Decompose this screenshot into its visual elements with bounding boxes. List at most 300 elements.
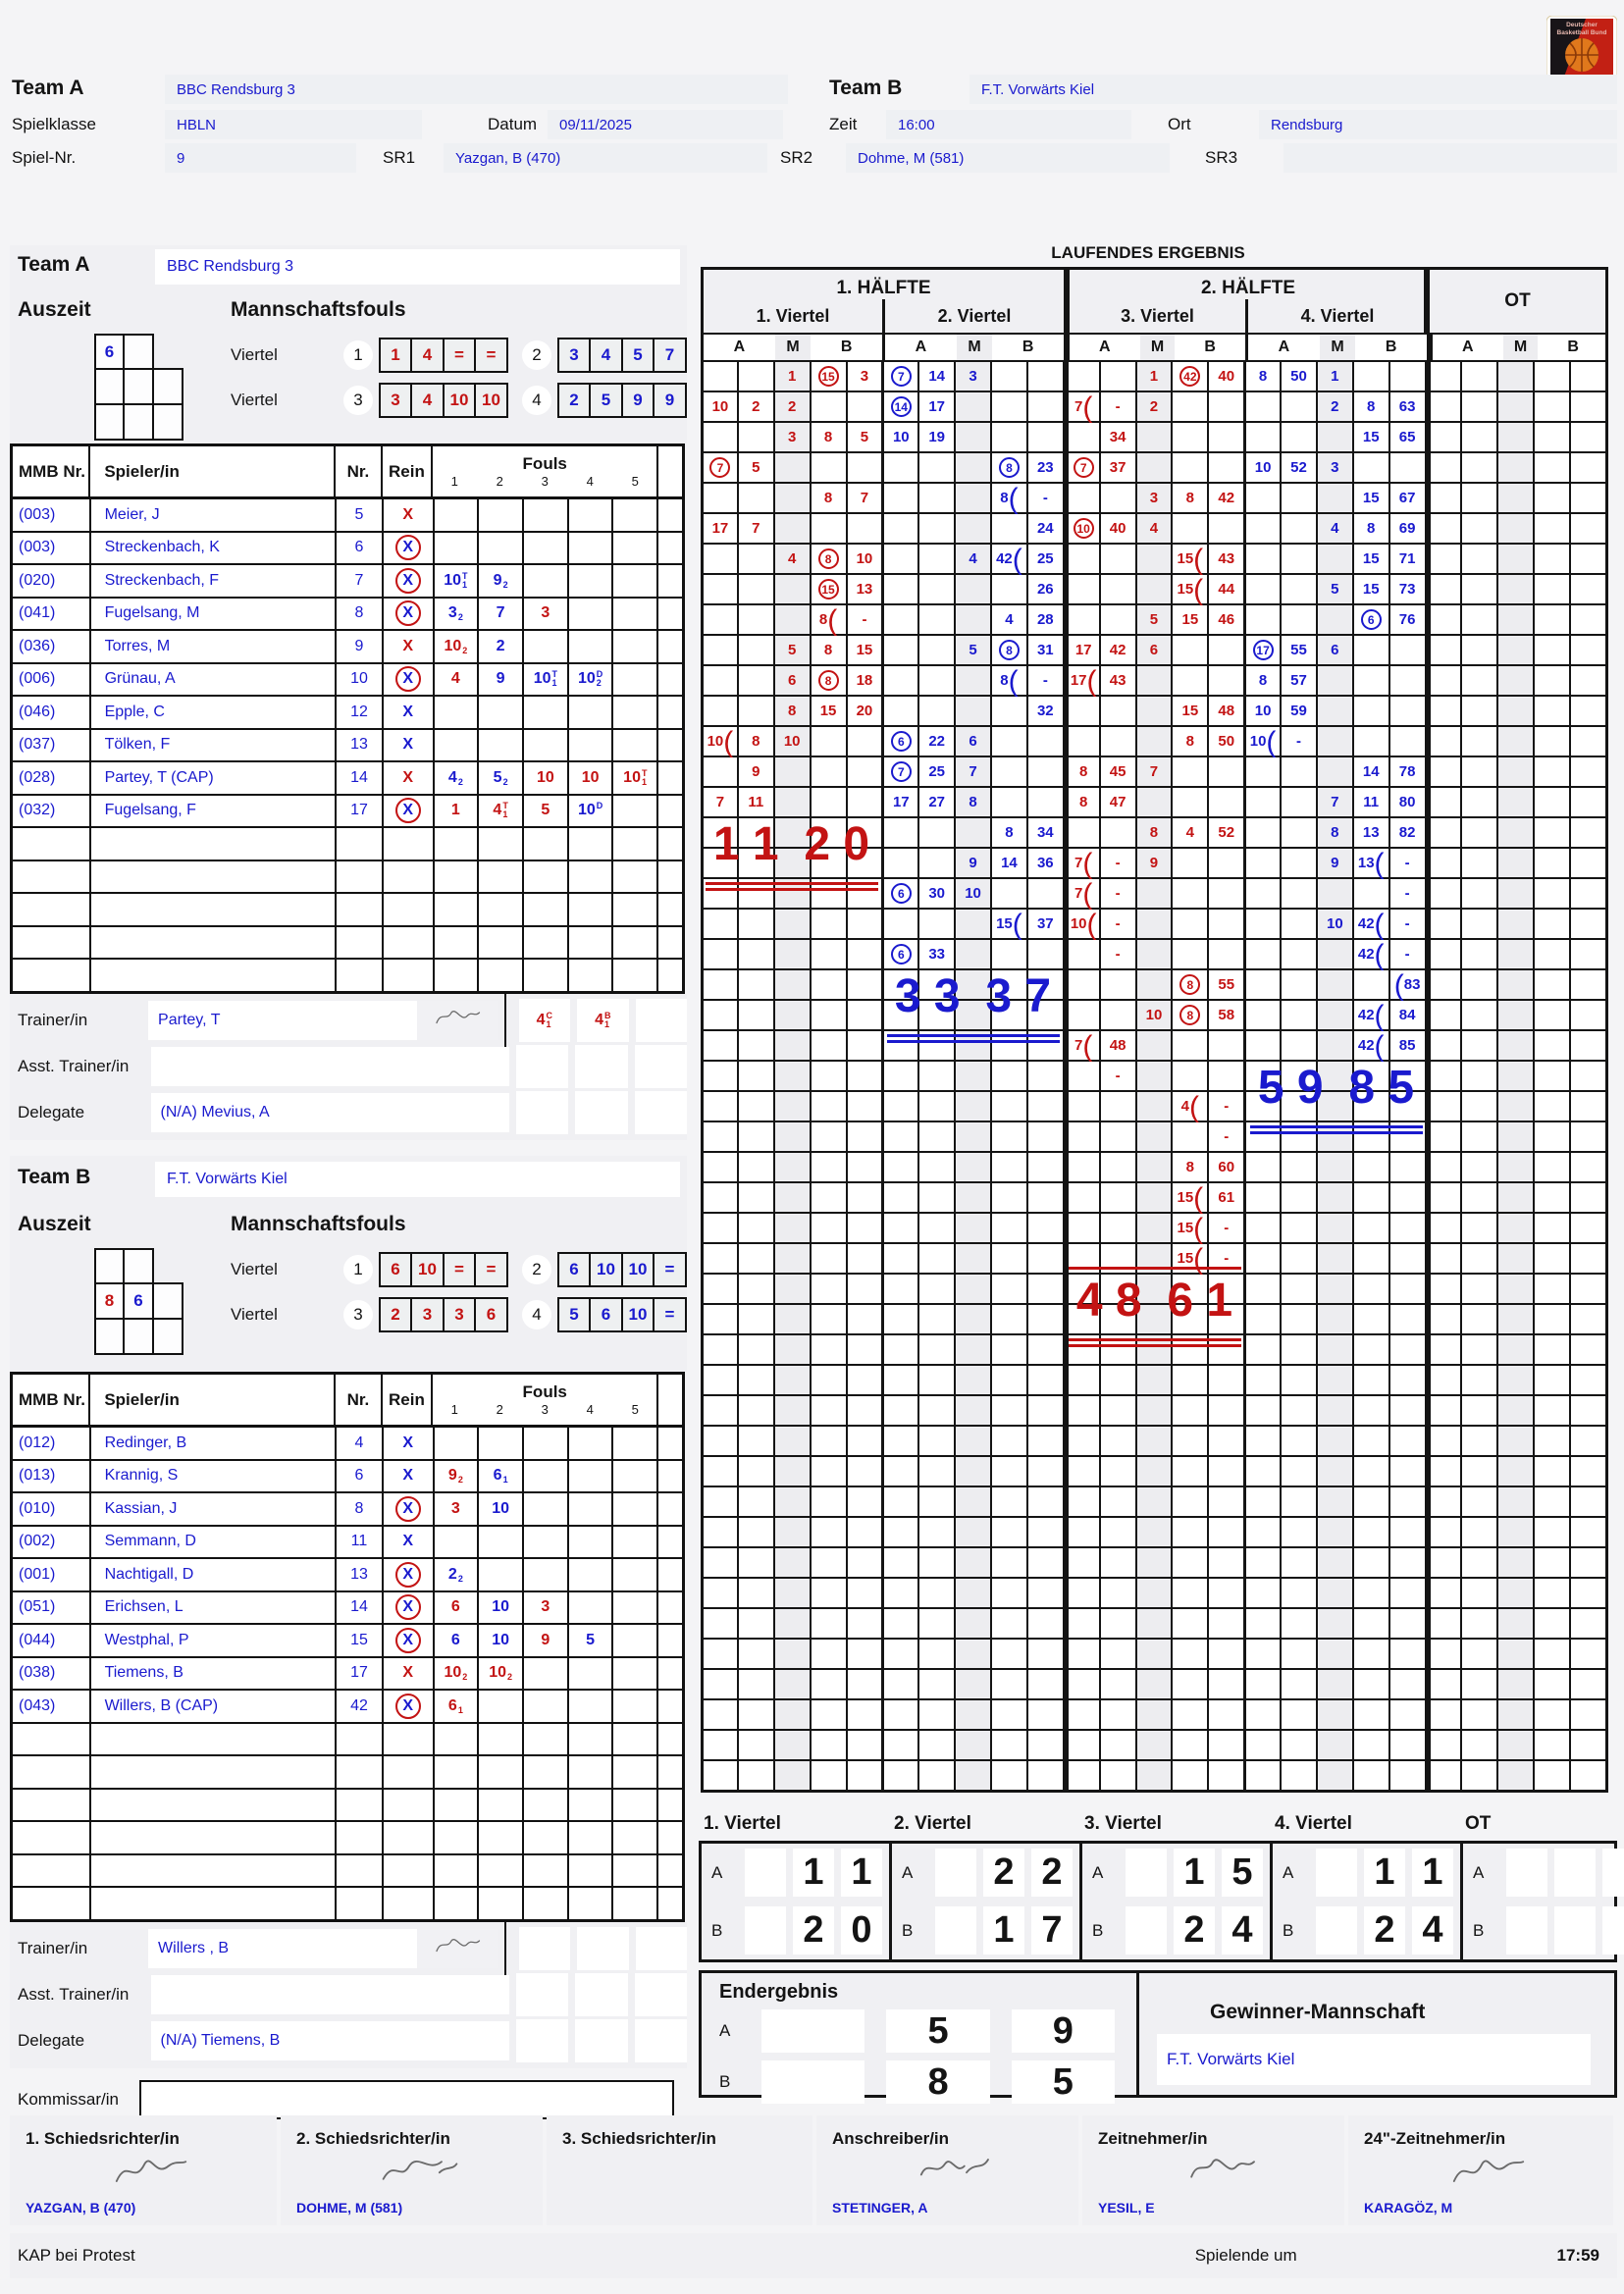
score-cell[interactable] xyxy=(810,1700,846,1729)
score-cell[interactable] xyxy=(1352,1244,1388,1273)
player-mmb[interactable] xyxy=(13,861,91,893)
score-cell[interactable] xyxy=(1533,940,1569,968)
score-cell[interactable] xyxy=(1425,484,1461,512)
score-cell[interactable] xyxy=(954,1457,990,1486)
score-cell[interactable] xyxy=(1280,757,1316,786)
player-foul-cell[interactable] xyxy=(569,1493,614,1525)
score-cell[interactable] xyxy=(1388,636,1425,664)
score-cell[interactable] xyxy=(1243,1579,1280,1607)
score-cell[interactable] xyxy=(1207,666,1243,695)
player-rein-cell[interactable] xyxy=(384,1592,435,1624)
score-cell[interactable] xyxy=(1569,1518,1605,1546)
score-cell[interactable] xyxy=(1569,1244,1605,1273)
score-cell[interactable] xyxy=(1316,514,1352,543)
score-digit-box[interactable]: 0 xyxy=(841,1906,882,1955)
score-cell[interactable] xyxy=(954,666,990,695)
score-cell[interactable] xyxy=(1099,1153,1135,1181)
field-input-ort[interactable]: Rendsburg xyxy=(1259,110,1617,139)
score-cell[interactable] xyxy=(1135,1062,1172,1090)
score-digit-box[interactable]: 2 xyxy=(793,1906,834,1955)
score-cell[interactable] xyxy=(1243,788,1280,816)
player-rein-cell[interactable] xyxy=(384,664,435,696)
score-cell[interactable] xyxy=(1026,1122,1063,1151)
score-cell[interactable] xyxy=(917,636,954,664)
score-cell[interactable] xyxy=(701,940,737,968)
score-cell[interactable] xyxy=(954,818,990,847)
score-cell[interactable] xyxy=(1496,392,1533,421)
official-name[interactable]: YAZGAN, B (470) xyxy=(26,2200,136,2216)
score-cell[interactable] xyxy=(954,849,990,877)
score-cell[interactable] xyxy=(1496,1487,1533,1516)
score-cell[interactable] xyxy=(1533,697,1569,725)
score-cell[interactable] xyxy=(954,1122,990,1151)
score-cell[interactable] xyxy=(1280,1609,1316,1638)
score-cell[interactable] xyxy=(846,1244,882,1273)
score-cell[interactable] xyxy=(917,545,954,573)
player-foul-cell[interactable] xyxy=(569,1691,614,1722)
score-cell[interactable] xyxy=(881,849,917,877)
score-cell[interactable] xyxy=(954,1579,990,1607)
score-cell[interactable] xyxy=(737,1031,773,1060)
score-cell[interactable] xyxy=(1425,1670,1461,1698)
score-cell[interactable] xyxy=(846,1700,882,1729)
score-digit-box[interactable] xyxy=(1506,1906,1547,1955)
score-cell[interactable] xyxy=(1026,575,1063,603)
team-a-asst-trainer-foul-box[interactable] xyxy=(635,1045,687,1088)
score-cell[interactable] xyxy=(1243,1670,1280,1698)
score-cell[interactable] xyxy=(1135,605,1172,634)
score-cell[interactable] xyxy=(737,849,773,877)
player-name[interactable] xyxy=(91,1790,338,1821)
score-cell[interactable] xyxy=(1135,514,1172,543)
player-foul-cell[interactable] xyxy=(435,599,480,630)
score-cell[interactable] xyxy=(1063,362,1099,391)
score-cell[interactable] xyxy=(954,1335,990,1364)
score-cell[interactable] xyxy=(990,1153,1026,1181)
score-cell[interactable] xyxy=(1533,1122,1569,1151)
score-cell[interactable] xyxy=(846,605,882,634)
score-cell[interactable] xyxy=(1460,575,1496,603)
score-cell[interactable] xyxy=(1280,940,1316,968)
score-cell[interactable] xyxy=(917,1640,954,1668)
score-cell[interactable] xyxy=(1280,575,1316,603)
score-cell[interactable] xyxy=(917,1335,954,1364)
score-cell[interactable] xyxy=(1026,1518,1063,1546)
score-cell[interactable] xyxy=(1533,1609,1569,1638)
score-cell[interactable] xyxy=(1316,1153,1352,1181)
score-cell[interactable] xyxy=(1425,1457,1461,1486)
score-cell[interactable] xyxy=(1316,1001,1352,1029)
score-cell[interactable] xyxy=(917,727,954,756)
score-cell[interactable] xyxy=(1171,1181,1207,1215)
score-cell[interactable] xyxy=(1099,727,1135,756)
player-foul-cell[interactable] xyxy=(569,1559,614,1590)
timeout-cell[interactable] xyxy=(152,403,183,441)
player-foul-cell[interactable] xyxy=(524,1658,569,1690)
score-cell[interactable] xyxy=(881,757,917,786)
score-cell[interactable] xyxy=(1243,1518,1280,1546)
score-cell[interactable] xyxy=(1243,423,1280,451)
score-cell[interactable] xyxy=(846,1579,882,1607)
score-cell[interactable] xyxy=(1135,1548,1172,1577)
score-cell[interactable] xyxy=(954,1244,990,1273)
score-cell[interactable] xyxy=(990,1366,1026,1394)
score-cell[interactable] xyxy=(846,818,882,847)
score-cell[interactable] xyxy=(701,362,737,391)
score-cell[interactable] xyxy=(1280,1548,1316,1577)
score-cell[interactable] xyxy=(990,1305,1026,1333)
score-cell[interactable] xyxy=(917,1609,954,1638)
score-cell[interactable] xyxy=(1569,940,1605,968)
player-foul-cell[interactable] xyxy=(435,1493,480,1525)
score-cell[interactable] xyxy=(773,1731,810,1759)
score-cell[interactable] xyxy=(1026,1062,1063,1090)
team-foul-cell[interactable]: = xyxy=(653,1252,687,1287)
score-cell[interactable] xyxy=(1026,1731,1063,1759)
player-name[interactable]: Tiemens, B xyxy=(91,1658,338,1690)
score-cell[interactable] xyxy=(917,1457,954,1486)
score-cell[interactable] xyxy=(1352,484,1388,512)
score-digit-box[interactable] xyxy=(745,1906,786,1955)
score-cell[interactable] xyxy=(1135,666,1172,695)
score-cell[interactable] xyxy=(1388,1548,1425,1577)
score-cell[interactable] xyxy=(1280,666,1316,695)
score-digit-box[interactable] xyxy=(1316,1849,1357,1897)
score-cell[interactable] xyxy=(737,970,773,999)
score-cell[interactable] xyxy=(1280,636,1316,664)
player-foul-cell[interactable] xyxy=(613,1559,658,1590)
score-digit-box[interactable]: 4 xyxy=(1222,1906,1263,1955)
team-foul-cell[interactable]: 2 xyxy=(557,383,592,418)
team-a-asst-trainer-foul-box[interactable] xyxy=(575,1045,627,1088)
team-foul-cell[interactable]: 10 xyxy=(474,383,508,418)
player-foul-cell[interactable] xyxy=(613,631,658,662)
player-foul-cell[interactable] xyxy=(479,1493,524,1525)
score-cell[interactable] xyxy=(1135,1761,1172,1790)
team-foul-cell[interactable]: = xyxy=(443,338,477,373)
team-a-name-input[interactable]: BBC Rendsburg 3 xyxy=(165,75,788,104)
score-cell[interactable] xyxy=(1243,666,1280,695)
score-cell[interactable] xyxy=(1243,1548,1280,1577)
score-cell[interactable] xyxy=(1207,1396,1243,1425)
score-cell[interactable] xyxy=(917,1731,954,1759)
score-cell[interactable] xyxy=(1388,1275,1425,1303)
score-cell[interactable] xyxy=(1243,1457,1280,1486)
score-cell[interactable] xyxy=(990,392,1026,421)
score-cell[interactable] xyxy=(1533,818,1569,847)
score-cell[interactable] xyxy=(701,757,737,786)
score-cell[interactable] xyxy=(1207,1001,1243,1029)
player-number[interactable]: 15 xyxy=(337,1625,384,1656)
team-foul-cell[interactable]: 3 xyxy=(443,1297,477,1332)
score-cell[interactable] xyxy=(1425,757,1461,786)
player-foul-cell[interactable] xyxy=(435,1527,480,1558)
player-mmb[interactable]: (003) xyxy=(13,499,91,531)
final-digit-box[interactable]: 5 xyxy=(1012,2060,1115,2104)
score-cell[interactable] xyxy=(1388,423,1425,451)
score-cell[interactable] xyxy=(701,1640,737,1668)
score-cell[interactable] xyxy=(1099,1700,1135,1729)
score-cell[interactable] xyxy=(1280,849,1316,877)
score-cell[interactable] xyxy=(1496,727,1533,756)
score-cell[interactable] xyxy=(1352,575,1388,603)
score-cell[interactable] xyxy=(1316,1761,1352,1790)
player-foul-cell[interactable] xyxy=(479,730,524,761)
score-cell[interactable] xyxy=(917,849,954,877)
score-cell[interactable] xyxy=(1569,788,1605,816)
player-foul-cell[interactable] xyxy=(613,762,658,794)
player-foul-cell[interactable] xyxy=(569,599,614,630)
score-cell[interactable] xyxy=(1388,1640,1425,1668)
score-cell[interactable] xyxy=(773,1487,810,1516)
score-cell[interactable] xyxy=(846,1761,882,1790)
score-cell[interactable] xyxy=(1063,484,1099,512)
score-cell[interactable] xyxy=(1280,484,1316,512)
score-cell[interactable] xyxy=(1135,1518,1172,1546)
score-cell[interactable] xyxy=(1280,1001,1316,1029)
score-cell[interactable] xyxy=(701,1487,737,1516)
score-cell[interactable] xyxy=(701,910,737,938)
score-cell[interactable] xyxy=(1026,910,1063,938)
score-cell[interactable] xyxy=(1099,1579,1135,1607)
player-foul-cell[interactable] xyxy=(435,499,480,531)
score-cell[interactable] xyxy=(881,1092,917,1121)
timeout-cell[interactable] xyxy=(152,1282,183,1320)
score-cell[interactable] xyxy=(1135,849,1172,877)
score-cell[interactable] xyxy=(1207,697,1243,725)
score-cell[interactable] xyxy=(810,1427,846,1455)
score-cell[interactable] xyxy=(810,666,846,695)
player-foul-cell[interactable] xyxy=(524,1559,569,1590)
score-cell[interactable] xyxy=(990,1275,1026,1303)
player-foul-cell[interactable] xyxy=(479,894,524,925)
score-cell[interactable] xyxy=(1063,788,1099,816)
score-cell[interactable] xyxy=(1533,1700,1569,1729)
score-cell[interactable] xyxy=(1280,392,1316,421)
team-b-delegate-foul-box[interactable] xyxy=(516,2019,568,2062)
player-name[interactable]: Semmann, D xyxy=(91,1527,338,1558)
score-cell[interactable] xyxy=(846,697,882,725)
player-foul-cell[interactable] xyxy=(613,1527,658,1558)
player-foul-cell[interactable] xyxy=(435,796,480,827)
score-cell[interactable] xyxy=(1099,1609,1135,1638)
player-mmb[interactable] xyxy=(13,1855,91,1887)
score-cell[interactable] xyxy=(1063,1062,1099,1090)
score-cell[interactable] xyxy=(810,910,846,938)
score-cell[interactable] xyxy=(1207,453,1243,482)
score-cell[interactable] xyxy=(846,1031,882,1060)
score-cell[interactable] xyxy=(1026,1366,1063,1394)
score-cell[interactable] xyxy=(810,1396,846,1425)
score-cell[interactable] xyxy=(737,1244,773,1273)
score-cell[interactable] xyxy=(917,1153,954,1181)
player-foul-cell[interactable] xyxy=(569,1461,614,1492)
player-foul-cell[interactable] xyxy=(524,1756,569,1788)
score-cell[interactable] xyxy=(1460,1031,1496,1060)
score-cell[interactable] xyxy=(701,453,737,482)
score-cell[interactable] xyxy=(1099,1092,1135,1121)
player-number[interactable]: 10 xyxy=(337,664,384,696)
score-cell[interactable] xyxy=(1460,1487,1496,1516)
player-number[interactable]: 17 xyxy=(337,796,384,827)
score-cell[interactable] xyxy=(1460,788,1496,816)
score-cell[interactable] xyxy=(1063,1153,1099,1181)
score-cell[interactable] xyxy=(737,1396,773,1425)
player-number[interactable]: 5 xyxy=(337,499,384,531)
score-cell[interactable] xyxy=(1243,1244,1280,1273)
score-cell[interactable] xyxy=(737,1183,773,1212)
score-cell[interactable] xyxy=(1460,757,1496,786)
score-cell[interactable] xyxy=(1280,697,1316,725)
score-cell[interactable] xyxy=(1135,727,1172,756)
player-foul-cell[interactable] xyxy=(435,1756,480,1788)
score-cell[interactable] xyxy=(917,757,954,786)
score-cell[interactable] xyxy=(954,1214,990,1242)
player-foul-cell[interactable] xyxy=(479,499,524,531)
player-name[interactable]: Streckenbach, F xyxy=(91,565,338,597)
score-cell[interactable] xyxy=(701,849,737,877)
score-cell[interactable] xyxy=(1280,1427,1316,1455)
player-number[interactable]: 14 xyxy=(337,1592,384,1624)
score-cell[interactable] xyxy=(1352,453,1388,482)
score-cell[interactable] xyxy=(1207,605,1243,634)
player-foul-cell[interactable] xyxy=(435,1428,480,1459)
score-cell[interactable] xyxy=(1533,788,1569,816)
score-cell[interactable] xyxy=(1135,575,1172,603)
score-cell[interactable] xyxy=(1280,879,1316,908)
player-foul-cell[interactable] xyxy=(435,1790,480,1821)
player-mmb[interactable]: (001) xyxy=(13,1559,91,1590)
score-cell[interactable] xyxy=(1388,727,1425,756)
score-cell[interactable] xyxy=(1280,1731,1316,1759)
team-foul-cell[interactable]: 3 xyxy=(557,338,592,373)
score-cell[interactable] xyxy=(1280,910,1316,938)
score-cell[interactable] xyxy=(701,1305,737,1333)
score-cell[interactable] xyxy=(773,1366,810,1394)
score-cell[interactable] xyxy=(1352,1579,1388,1607)
score-cell[interactable] xyxy=(773,1092,810,1121)
score-cell[interactable] xyxy=(846,1183,882,1212)
score-cell[interactable] xyxy=(1496,1305,1533,1333)
score-cell[interactable] xyxy=(1388,1092,1425,1121)
score-cell[interactable] xyxy=(737,1001,773,1029)
score-cell[interactable] xyxy=(1569,1275,1605,1303)
score-cell[interactable] xyxy=(1388,910,1425,938)
player-foul-cell[interactable] xyxy=(435,1822,480,1853)
score-cell[interactable] xyxy=(773,1700,810,1729)
score-cell[interactable] xyxy=(1496,453,1533,482)
score-cell[interactable] xyxy=(1425,1609,1461,1638)
score-cell[interactable] xyxy=(1099,879,1135,908)
score-cell[interactable] xyxy=(701,1183,737,1212)
player-foul-cell[interactable] xyxy=(569,1822,614,1853)
score-cell[interactable] xyxy=(1063,1214,1099,1242)
official-name[interactable]: KARAGÖZ, M xyxy=(1364,2200,1453,2216)
score-cell[interactable] xyxy=(1496,757,1533,786)
score-cell[interactable] xyxy=(1496,1700,1533,1729)
score-cell[interactable] xyxy=(881,1366,917,1394)
score-cell[interactable] xyxy=(1460,1640,1496,1668)
score-cell[interactable] xyxy=(1026,1335,1063,1364)
score-cell[interactable] xyxy=(773,1335,810,1364)
score-cell[interactable] xyxy=(1099,392,1135,421)
score-cell[interactable] xyxy=(1569,1487,1605,1516)
score-cell[interactable] xyxy=(701,1031,737,1060)
score-cell[interactable] xyxy=(1352,392,1388,421)
score-cell[interactable] xyxy=(881,1244,917,1273)
score-cell[interactable] xyxy=(1569,1396,1605,1425)
final-digit-box[interactable]: 8 xyxy=(886,2060,989,2104)
score-cell[interactable] xyxy=(1063,1670,1099,1698)
player-name[interactable] xyxy=(91,927,338,959)
score-cell[interactable] xyxy=(1569,1062,1605,1090)
team-a-delegate-foul-box[interactable] xyxy=(516,1091,568,1134)
player-foul-cell[interactable] xyxy=(569,828,614,860)
score-cell[interactable] xyxy=(1569,453,1605,482)
score-cell[interactable] xyxy=(1135,757,1172,786)
team-a-trainer-foul-box[interactable] xyxy=(636,999,687,1042)
official-name[interactable]: YESIL, E xyxy=(1098,2200,1155,2216)
score-cell[interactable] xyxy=(1496,1731,1533,1759)
score-cell[interactable] xyxy=(810,636,846,664)
score-cell[interactable] xyxy=(1207,970,1243,999)
score-cell[interactable] xyxy=(1569,727,1605,756)
score-cell[interactable] xyxy=(990,636,1026,664)
player-foul-cell[interactable] xyxy=(569,1658,614,1690)
score-cell[interactable] xyxy=(1425,423,1461,451)
score-cell[interactable] xyxy=(1026,818,1063,847)
score-cell[interactable] xyxy=(1243,1275,1280,1303)
score-cell[interactable] xyxy=(1063,1029,1099,1063)
player-number[interactable] xyxy=(337,1724,384,1755)
score-cell[interactable] xyxy=(701,575,737,603)
player-rein-cell[interactable] xyxy=(384,499,435,531)
score-cell[interactable] xyxy=(701,727,737,756)
score-cell[interactable] xyxy=(1388,545,1425,573)
score-cell[interactable] xyxy=(1135,1670,1172,1698)
score-cell[interactable] xyxy=(954,1670,990,1698)
score-cell[interactable] xyxy=(990,1670,1026,1698)
score-cell[interactable] xyxy=(1243,757,1280,786)
score-digit-box[interactable]: 1 xyxy=(983,1906,1024,1955)
player-foul-cell[interactable] xyxy=(569,1724,614,1755)
score-cell[interactable] xyxy=(1099,757,1135,786)
score-cell[interactable] xyxy=(1280,1153,1316,1181)
score-cell[interactable] xyxy=(1026,423,1063,451)
player-number[interactable]: 9 xyxy=(337,631,384,662)
player-mmb[interactable] xyxy=(13,894,91,925)
score-cell[interactable] xyxy=(1316,636,1352,664)
score-cell[interactable] xyxy=(1171,1731,1207,1759)
score-cell[interactable] xyxy=(773,1001,810,1029)
score-cell[interactable] xyxy=(1569,514,1605,543)
score-cell[interactable] xyxy=(917,575,954,603)
score-cell[interactable] xyxy=(846,1092,882,1121)
score-cell[interactable] xyxy=(1425,1427,1461,1455)
score-cell[interactable] xyxy=(1026,697,1063,725)
player-foul-cell[interactable] xyxy=(479,960,524,991)
score-cell[interactable] xyxy=(1026,1153,1063,1181)
score-cell[interactable] xyxy=(846,1396,882,1425)
player-number[interactable] xyxy=(337,1756,384,1788)
score-cell[interactable] xyxy=(1388,1062,1425,1090)
score-cell[interactable] xyxy=(954,362,990,391)
score-cell[interactable] xyxy=(881,1305,917,1333)
score-cell[interactable] xyxy=(1099,1457,1135,1486)
score-cell[interactable] xyxy=(1460,849,1496,877)
score-cell[interactable] xyxy=(1316,392,1352,421)
score-cell[interactable] xyxy=(810,1548,846,1577)
